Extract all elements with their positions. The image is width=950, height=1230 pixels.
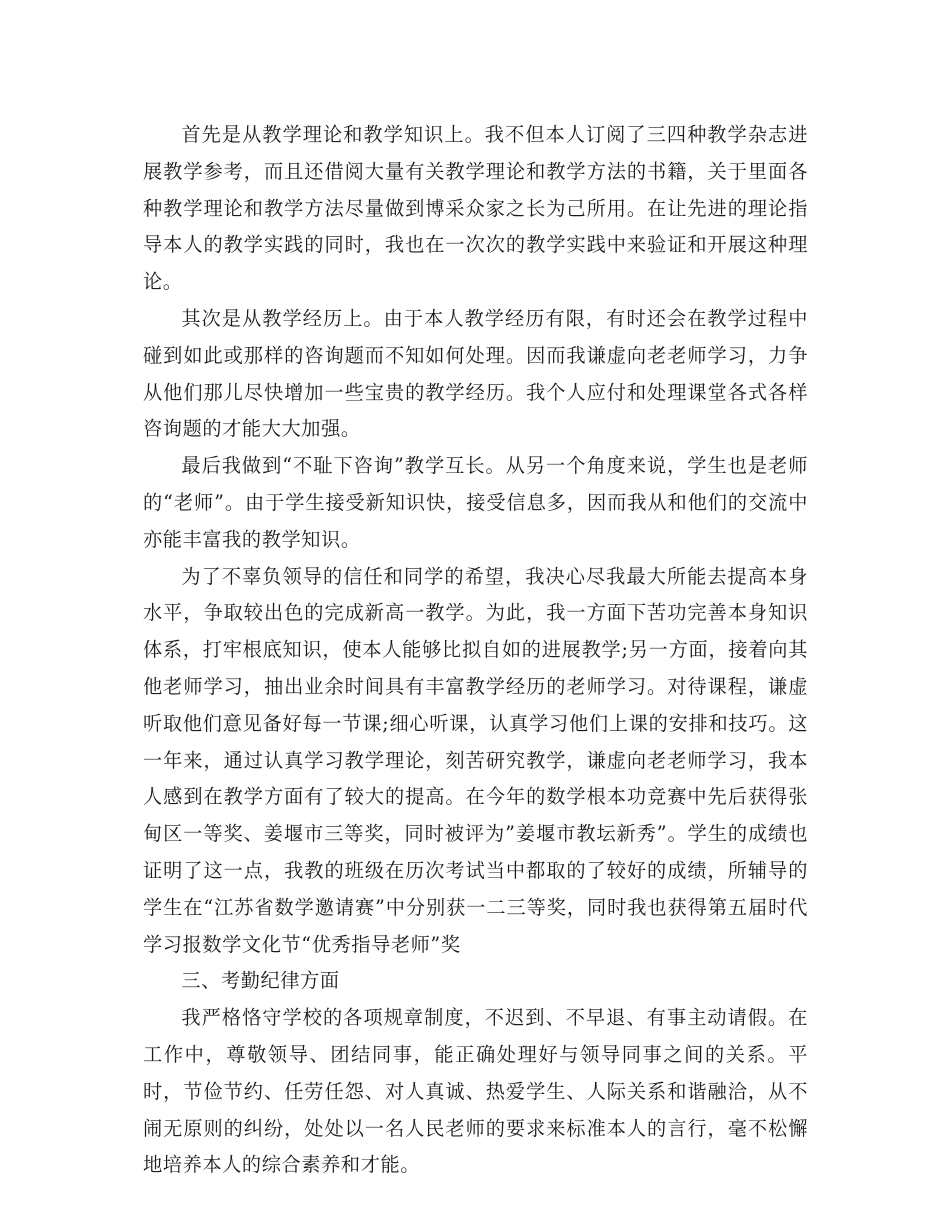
paragraph-teaching-theory: 首先是从教学理论和教学知识上。我不但本人订阅了三四种教学杂志进展教学参考，而且还借阅大量有关教学理论和教学方法的书籍，关于里面各种教学理论和教学方法尽量做到博采众家之长为己所用。在让先进的理论指导本人的教学实践的同时，我也在一次次的教学实践中来验证和开展这种理论。	[143, 123, 808, 294]
paragraph-learning-from-students: 最后我做到“不耻下咨询”教学互长。从另一个角度来说，学生也是老师的“老师”。由于学生接受新知识快，接受信息多，因而我从和他们的交流中亦能丰富我的教学知识。	[143, 454, 808, 551]
section-heading-attendance: 三、考勤纪律方面	[181, 969, 340, 993]
document-body	[143, 117, 808, 1184]
paragraph-improvement-achievements: 为了不辜负领导的信任和同学的希望，我决心尽我最大所能去提高本身水平，争取较出色的完成新高一教学。为此，我一方面下苦功完善本身知识体系，打牢根底知识，使本人能够比拟自如的进展教学;另一方面，接着向其他老师学习，抽出业余时间具有丰富教学经历的老师学习。对待课程，谦虚听取他们意见备好每一节课;细心听课，认真学习他们上课的安排和技巧。这一年来，通过认真学习教学理论，刻苦研究教学，谦虚向老老师学习，我本人感到在教学方面有了较大的提高。在今年的数学根本功竞赛中先后获得张甸区一等奖、姜堰市三等奖，同时被评为”姜堰市教坛新秀”。学生的成绩也证明了这一点，我教的班级在历次考试当中都取的了较好的成绩，所辅导的学生在“江苏省数学邀请赛”中分别获一二三等奖，同时我也获得第五届时代学习报数学文化节“优秀指导老师”奖	[143, 564, 808, 956]
paragraph-teaching-experience: 其次是从教学经历上。由于本人教学经历有限，有时还会在教学过程中碰到如此或那样的咨询题而不知如何处理。因而我谦虚向老老师学习，力争从他们那儿尽快增加一些宝贵的教学经历。我个人应付和处理课堂各式各样咨询题的才能大大加强。	[143, 306, 808, 441]
paragraph-attendance-discipline: 我严格恪守学校的各项规章制度，不迟到、不早退、有事主动请假。在工作中，尊敬领导、团结同事，能正确处理好与领导同事之间的关系。平时，节俭节约、任劳任怨、对人真诚、热爱学生、人际关系和谐融洽，从不闹无原则的纠纷，处处以一名人民老师的要求来标准本人的言行，毫不松懈地培养本人的综合素养和才能。	[143, 1006, 808, 1177]
